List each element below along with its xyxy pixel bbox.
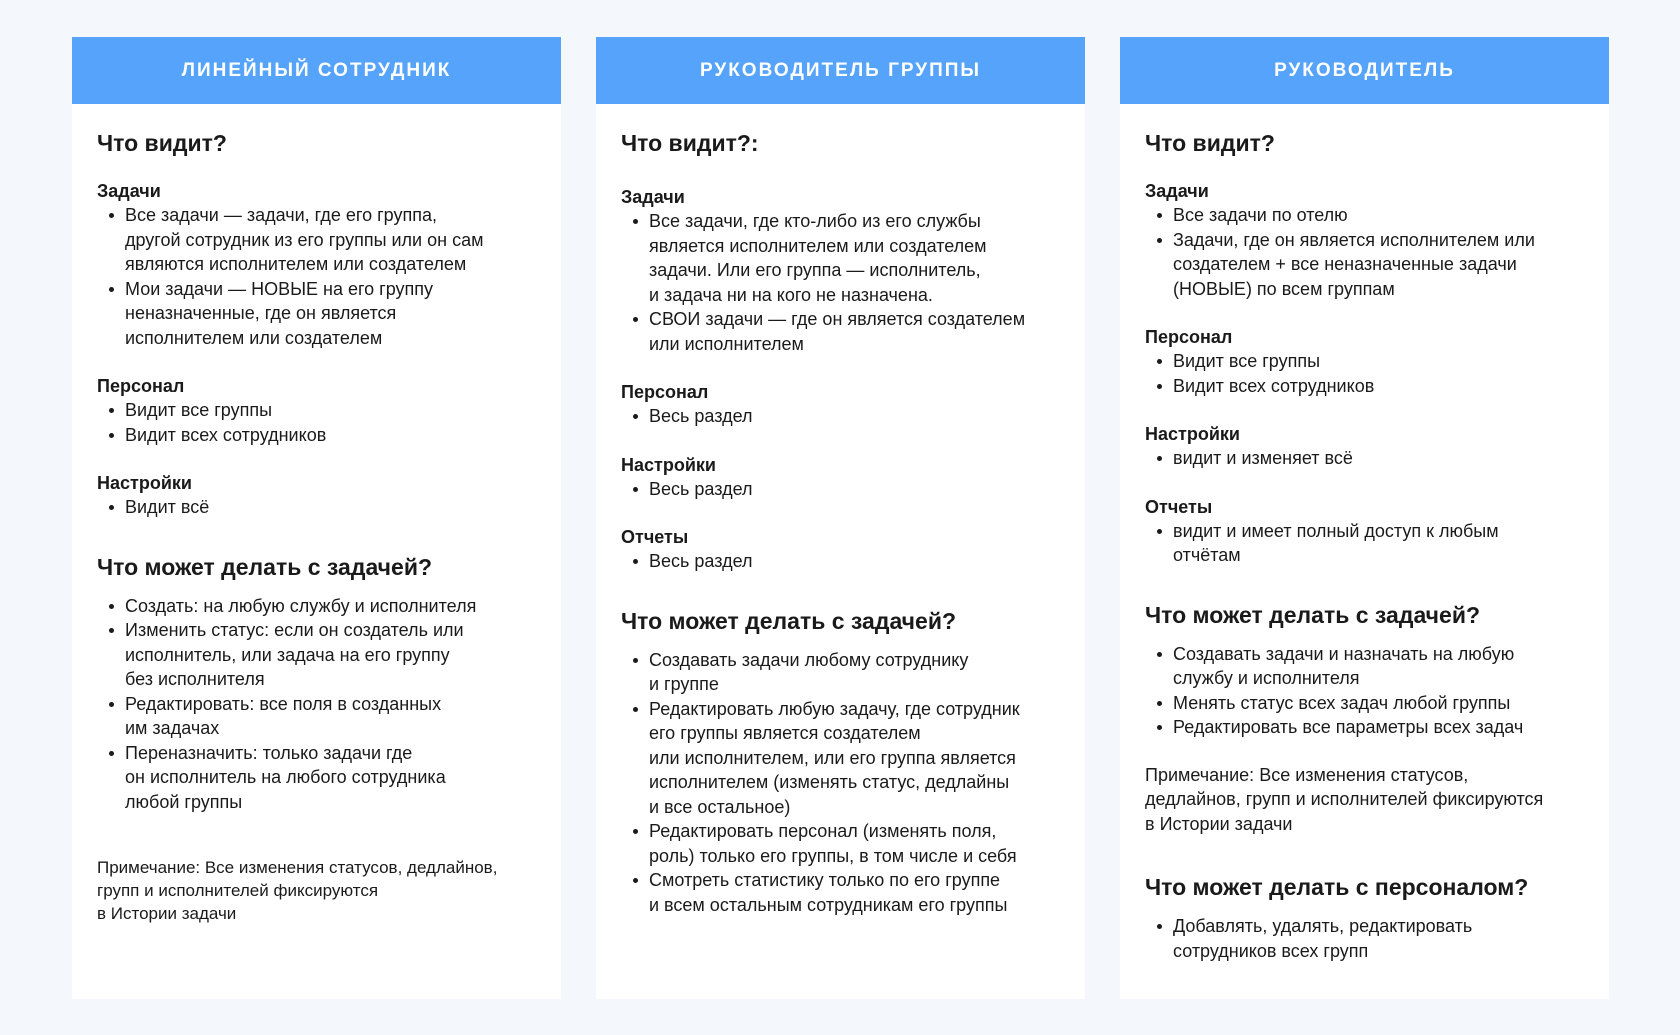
list-item: Весь раздел bbox=[649, 549, 1061, 574]
list-item: Редактировать все параметры всех задач bbox=[1173, 715, 1585, 740]
list-item: Видит все группы bbox=[125, 398, 537, 423]
role-card-line-employee bbox=[72, 37, 561, 999]
list-item: Изменить статус: если он создатель или исполнитель, или задача на его группу без исполнителя bbox=[125, 618, 537, 692]
tasks-heading: Задачи bbox=[97, 181, 161, 201]
list-item: Менять статус всех задач любой группы bbox=[1173, 691, 1585, 716]
list-item: Весь раздел bbox=[649, 477, 1061, 502]
role-card-manager bbox=[1120, 37, 1609, 999]
settings-list bbox=[621, 477, 1061, 502]
list-item: Редактировать персонал (изменять поля, роль) только его группы, в том числе и себя bbox=[649, 819, 1061, 868]
list-item: видит и изменяет всё bbox=[1173, 446, 1585, 471]
card-body bbox=[1120, 104, 1609, 963]
actions-heading: Что может делать с задачей? bbox=[1145, 601, 1481, 628]
tasks-list bbox=[1145, 203, 1585, 301]
reports-heading: Отчеты bbox=[621, 527, 689, 547]
actions-list bbox=[621, 648, 1061, 918]
role-columns bbox=[72, 37, 1609, 999]
reports-list bbox=[621, 549, 1061, 574]
settings-heading: Настройки bbox=[1145, 424, 1240, 444]
personnel-heading: Что может делать с персоналом? bbox=[1145, 874, 1529, 900]
card-body bbox=[72, 104, 561, 925]
list-item: Смотреть статистику только по его группе и всем остальным сотрудникам его группы bbox=[649, 868, 1061, 917]
list-item: Редактировать любую задачу, где сотрудник его группы является создателем или исполнителем, или его группа является исполнителем (изменять статус, дедлайны и все остальное) bbox=[649, 697, 1061, 820]
staff-list bbox=[97, 398, 537, 447]
list-item: Видит все группы bbox=[1173, 349, 1585, 374]
sees-heading: Что видит? bbox=[97, 130, 227, 156]
settings-heading: Настройки bbox=[97, 473, 192, 493]
tasks-heading: Задачи bbox=[621, 187, 685, 207]
list-item: Переназначить: только задачи где он исполнитель на любого сотрудника любой группы bbox=[125, 741, 537, 815]
note-text: Примечание: Все изменения статусов, дедлайнов, групп и исполнителей фиксируются в Истории задачи bbox=[1145, 764, 1544, 834]
reports-heading: Отчеты bbox=[1145, 496, 1213, 517]
staff-heading: Персонал bbox=[1145, 327, 1233, 347]
staff-heading: Персонал bbox=[621, 382, 709, 402]
list-item: Видит всех сотрудников bbox=[1173, 374, 1585, 399]
staff-heading: Персонал bbox=[97, 376, 185, 396]
actions-list bbox=[1145, 642, 1585, 740]
settings-list bbox=[97, 495, 537, 520]
list-item: Все задачи, где кто-либо из его службы является исполнителем или создателем задачи. Или его группа — исполнитель, и задача ни на кого не назначена. bbox=[649, 209, 1061, 307]
actions-list bbox=[97, 594, 537, 815]
list-item: СВОИ задачи — где он является создателем или исполнителем bbox=[649, 307, 1061, 356]
settings-list bbox=[1145, 446, 1585, 471]
note-text: Примечание: Все изменения статусов, дедлайнов, групп и исполнителей фиксируются в Истории задачи bbox=[97, 858, 498, 923]
list-item: Все задачи — задачи, где его группа, другой сотрудник из его группы или он сам являются исполнителем или создателем bbox=[125, 203, 537, 277]
list-item: Все задачи по отелю bbox=[1173, 203, 1585, 228]
list-item: Создавать задачи и назначать на любую службу и исполнителя bbox=[1173, 642, 1585, 691]
actions-heading: Что может делать с задачей? bbox=[97, 553, 433, 580]
staff-list bbox=[621, 404, 1061, 429]
staff-list bbox=[1145, 349, 1585, 398]
list-item: Видит всех сотрудников bbox=[125, 423, 537, 448]
role-card-group-manager bbox=[596, 37, 1085, 999]
list-item: Редактировать: все поля в созданных им задачах bbox=[125, 692, 537, 741]
list-item: Создавать задачи любому сотруднику и группе bbox=[649, 648, 1061, 697]
list-item: Мои задачи — НОВЫЕ на его группу неназначенные, где он является исполнителем или создателем bbox=[125, 277, 537, 351]
personnel-list bbox=[1145, 914, 1585, 963]
tasks-heading: Задачи bbox=[1145, 181, 1209, 201]
list-item: Создать: на любую службу и исполнителя bbox=[125, 594, 537, 619]
sees-heading: Что видит?: bbox=[621, 130, 759, 156]
list-item: Весь раздел bbox=[649, 404, 1061, 429]
sees-heading: Что видит? bbox=[1145, 130, 1275, 156]
card-body bbox=[596, 104, 1085, 917]
tasks-list bbox=[621, 209, 1061, 356]
list-item: Задачи, где он является исполнителем или создателем + все неназначенные задачи (НОВЫЕ) по всем группам bbox=[1173, 228, 1585, 302]
settings-heading: Настройки bbox=[621, 454, 716, 475]
tasks-list bbox=[97, 203, 537, 350]
actions-heading: Что может делать с задачей? bbox=[621, 607, 957, 634]
list-item: Видит всё bbox=[125, 495, 537, 520]
card-header: РУКОВОДИТЕЛЬ ГРУППЫ bbox=[596, 37, 1085, 104]
reports-list bbox=[1145, 519, 1585, 568]
list-item: Добавлять, удалять, редактировать сотрудников всех групп bbox=[1173, 914, 1585, 963]
list-item: видит и имеет полный доступ к любым отчётам bbox=[1173, 519, 1585, 568]
card-header: ЛИНЕЙНЫЙ СОТРУДНИК bbox=[72, 37, 561, 104]
card-header: РУКОВОДИТЕЛЬ bbox=[1120, 37, 1609, 104]
